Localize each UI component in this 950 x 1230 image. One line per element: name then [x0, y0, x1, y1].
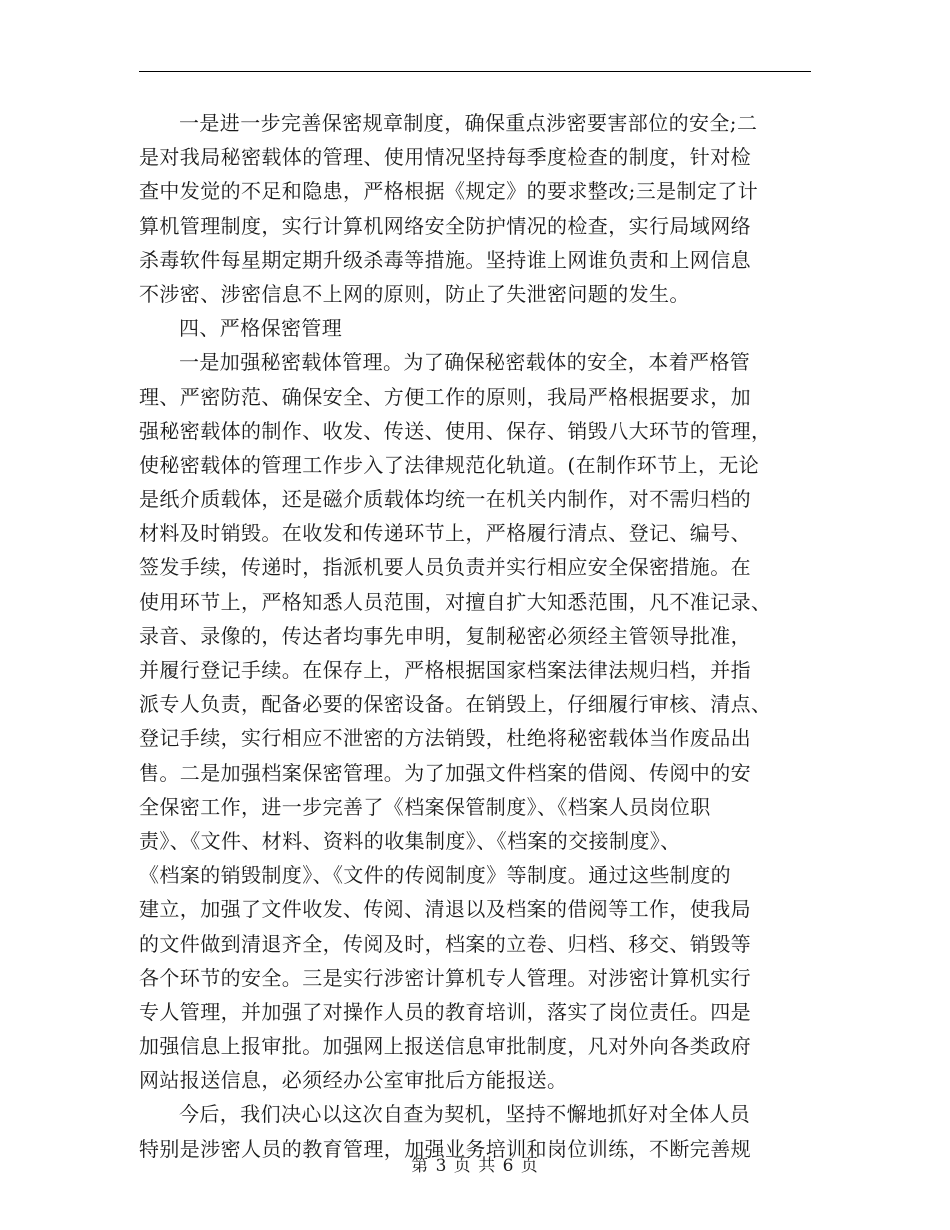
text-line: 是纸介质载体，还是磁介质载体均统一在机关内制作，对不需归档的 — [139, 487, 751, 512]
text-line: 四、严格保密管理 — [179, 316, 343, 341]
text-line: 强秘密载体的制作、收发、传送、使用、保存、销毁八大环节的管理， — [139, 418, 772, 443]
text-line: 《档案的销毁制度》、《文件的传阅制度》等制度。通过这些制度的 — [139, 863, 731, 888]
text-line: 杀毒软件每星期定期升级杀毒等措施。坚持谁上网谁负责和上网信息 — [139, 247, 751, 272]
text-line: 全保密工作，进一步完善了《档案保管制度》、《档案人员岗位职 — [139, 794, 711, 819]
text-line: 查中发觉的不足和隐患，严格根据《规定》的要求整改;三是制定了计 — [139, 179, 759, 204]
text-line: 签发手续，传递时，指派机要人员负责并实行相应安全保密措施。在 — [139, 555, 751, 580]
text-line: 并履行登记手续。在保存上，严格根据国家档案法律法规归档，并指 — [139, 658, 751, 682]
text-line: 录音、录像的，传达者均事先申明，复制秘密必须经主管领导批准， — [139, 623, 751, 648]
text-line: 理、严密防范、确保安全、方便工作的原则，我局严格根据要求，加 — [139, 384, 751, 409]
text-line: 建立，加强了文件收发、传阅、清退以及档案的借阅等工作，使我局 — [139, 897, 751, 922]
text-line: 一是加强秘密载体管理。为了确保秘密载体的安全，本着严格管 — [179, 350, 751, 375]
page-footer: 第 3 页 共 6 页 — [411, 1156, 539, 1176]
body-text — [139, 106, 811, 1166]
text-line: 的文件做到清退齐全，传阅及时，档案的立卷、归档、移交、销毁等 — [139, 931, 751, 956]
text-line: 算机管理制度，实行计算机网络安全防护情况的检查，实行局域网络 — [139, 213, 751, 238]
text-line: 派专人负责，配备必要的保密设备。在销毁上，仔细履行审核、清点、 — [139, 692, 772, 717]
text-line: 责》、《文件、材料、资料的收集制度》、《档案的交接制度》、 — [139, 828, 681, 853]
text-line: 使用环节上，严格知悉人员范围，对擅自扩大知悉范围，凡不准记录、 — [139, 589, 772, 614]
text-line: 售。二是加强档案保密管理。为了加强文件档案的借阅、传阅中的安 — [139, 760, 751, 785]
text-line: 各个环节的安全。三是实行涉密计算机专人管理。对涉密计算机实行 — [139, 965, 751, 990]
text-line: 今后，我们决心以这次自查为契机，坚持不懈地抓好对全体人员 — [179, 1102, 751, 1127]
text-line: 使秘密载体的管理工作步入了法律规范化轨道。(在制作环节上，无论 — [139, 452, 760, 477]
text-line: 一是进一步完善保密规章制度，确保重点涉密要害部位的安全;二 — [179, 111, 758, 135]
text-line: 登记手续，实行相应不泄密的方法销毁，杜绝将秘密载体当作废品出 — [139, 726, 751, 751]
text-line: 专人管理，并加强了对操作人员的教育培训，落实了岗位责任。四是 — [139, 999, 751, 1024]
text-line: 特别是涉密人员的教育管理，加强业务培训和岗位训练，不断完善规 — [139, 1136, 751, 1161]
text-line: 材料及时销毁。在收发和传递环节上，严格履行清点、登记、编号、 — [139, 521, 751, 546]
text-line: 网站报送信息，必须经办公室审批后方能报送。 — [139, 1068, 568, 1093]
text-line: 加强信息上报审批。加强网上报送信息审批制度，凡对外向各类政府 — [139, 1034, 751, 1059]
header-rule — [139, 71, 811, 72]
text-line: 不涉密、涉密信息不上网的原则，防止了失泄密问题的发生。 — [139, 281, 690, 306]
text-line: 是对我局秘密载体的管理、使用情况坚持每季度检查的制度，针对检 — [139, 145, 751, 170]
